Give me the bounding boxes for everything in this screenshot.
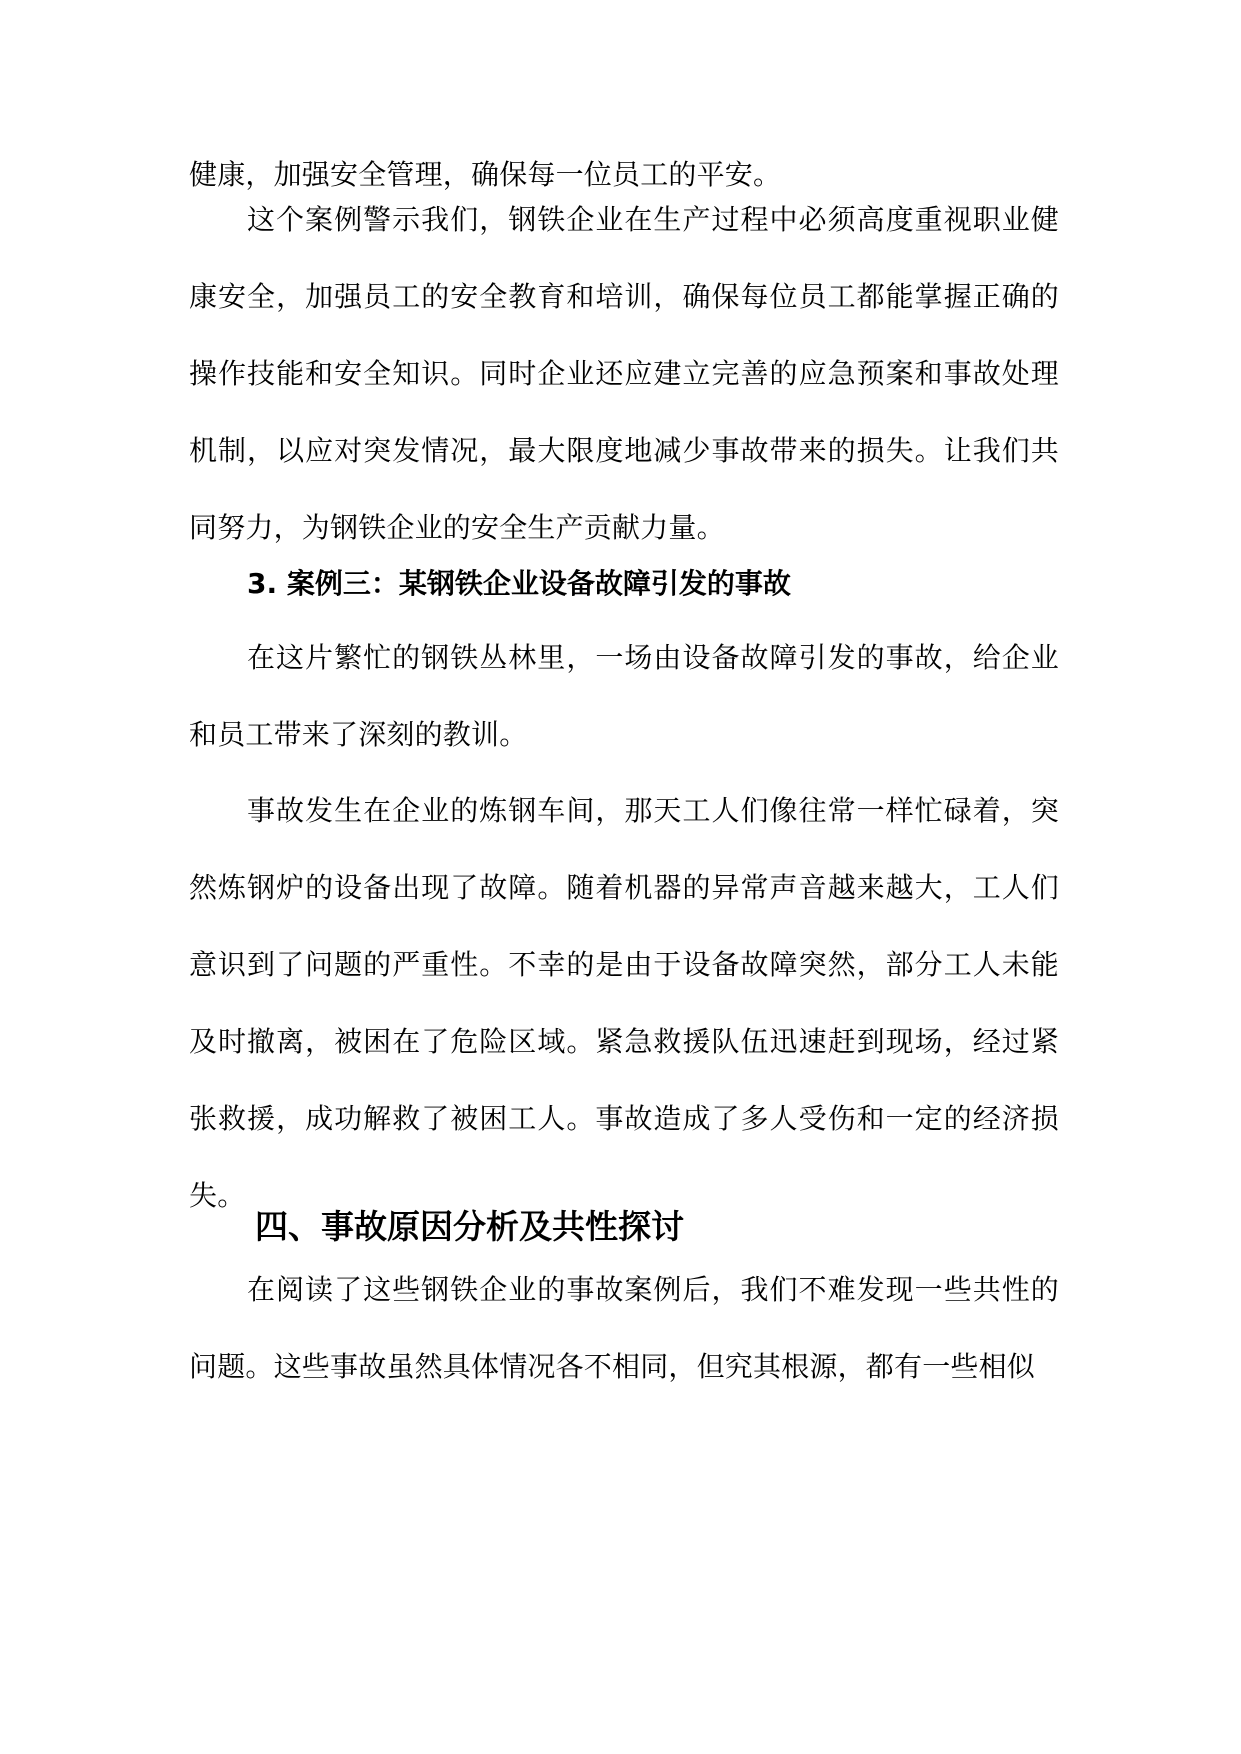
paragraph-case-three-details: 事故发生在企业的炼钢车间，那天工人们像往常一样忙碌着，突然炼钢炉的设备出现了故障。随着机器的异常声音越来越大，工人们意识到了问题的严重性。不幸的是由于设备故障突然，部分工人未能及时撤离，被困在了危险区域。紧急救援队伍迅速赶到现场，经过紧张救援，成功解救了被困工人。事故造成了多人受伤和一定的经济损失。 (189, 794, 1059, 1212)
paragraph-continuation: 健康，加强安全管理，确保每一位员工的平安。 (189, 158, 782, 191)
case-three-heading: 3. 案例三：某钢铁企业设备故障引发的事故 (247, 567, 791, 600)
paragraph-cause-analysis: 在阅读了这些钢铁企业的事故案例后，我们不难发现一些共性的问题。这些事故虽然具体情况各不相同，但究其根源，都有一些相似 (189, 1273, 1059, 1383)
paragraph-case-warning: 这个案例警示我们，钢铁企业在生产过程中必须高度重视职业健康安全，加强员工的安全教育和培训，确保每位员工都能掌握正确的操作技能和安全知识。同时企业还应建立完善的应急预案和事故处理机制，以应对突发情况，最大限度地减少事故带来的损失。让我们共同努力，为钢铁企业的安全生产贡献力量。 (189, 203, 1059, 544)
paragraph-case-three-intro: 在这片繁忙的钢铁丛林里，一场由设备故障引发的事故，给企业和员工带来了深刻的教训。 (189, 641, 1059, 751)
section-four-title: 四、事故原因分析及共性探讨 (255, 1207, 684, 1246)
